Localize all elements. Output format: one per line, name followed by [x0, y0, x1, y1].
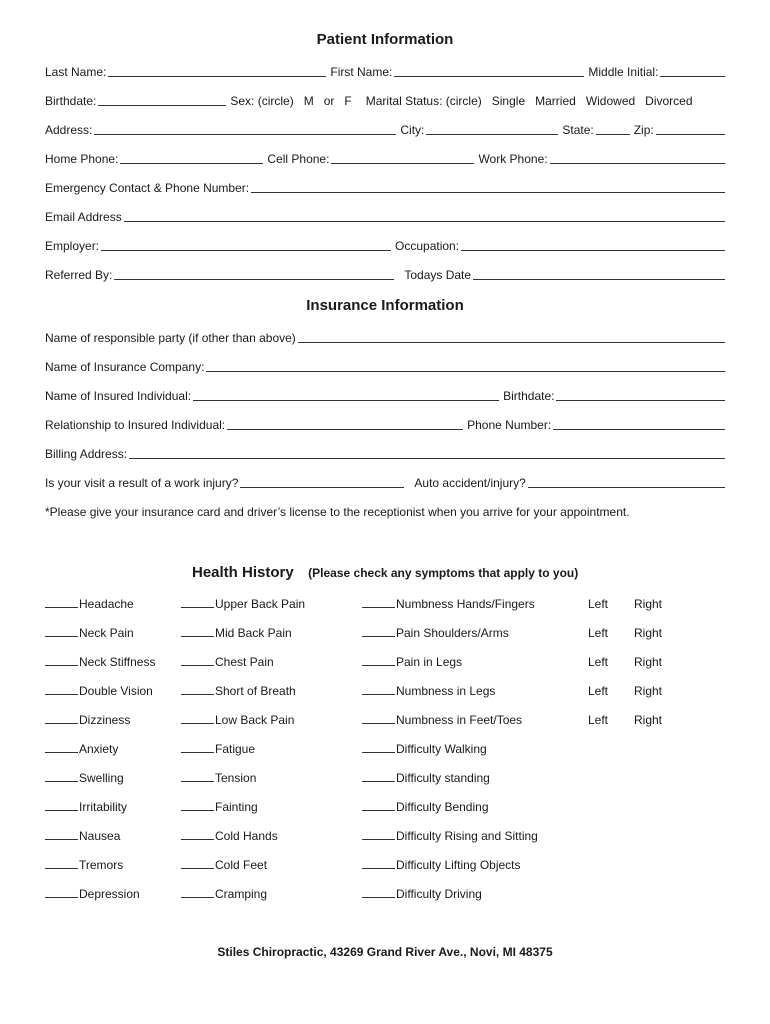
symptom-label: Pain Shoulders/Arms — [396, 626, 509, 640]
side-option-right[interactable]: Right — [634, 597, 663, 611]
symptom-label: Upper Back Pain — [215, 597, 306, 611]
symptom-cold-hands — [181, 829, 278, 843]
symptom-check-blank[interactable] — [362, 655, 395, 666]
symptom-label: Depression — [79, 887, 140, 901]
symptom-check-blank[interactable] — [362, 684, 395, 695]
symptom-cramping — [181, 887, 267, 901]
symptom-difficulty-bending — [362, 800, 489, 814]
symptom-check-blank[interactable] — [362, 771, 395, 782]
home-phone-label: Home Phone: — [45, 152, 119, 166]
employer-label: Employer: — [45, 239, 100, 253]
insurance-information-heading: Insurance Information — [306, 297, 464, 314]
symptom-check-blank[interactable] — [362, 626, 395, 637]
marital-option-divorced[interactable]: Divorced — [645, 94, 693, 108]
address-label: Address: — [45, 123, 93, 137]
billing-address-label: Billing Address: — [45, 447, 128, 461]
symptom-neck-stiffness — [45, 655, 155, 669]
side-option-right[interactable]: Right — [634, 684, 663, 698]
symptom-label: Cold Hands — [215, 829, 278, 843]
relationship-label: Relationship to Insured Individual: — [45, 418, 226, 432]
todays-date-label: Todays Date — [404, 268, 472, 282]
email-field[interactable] — [124, 210, 725, 222]
cell-phone-field[interactable] — [331, 152, 474, 164]
symptom-numbness-hands-fingers — [362, 597, 535, 611]
last-name-field[interactable] — [108, 65, 326, 77]
responsible-party-label: Name of responsible party (if other than above) — [45, 331, 296, 345]
work-injury-label: Is your visit a result of a work injury? — [45, 476, 239, 490]
first-name-label: First Name: — [330, 65, 393, 79]
symptom-cold-feet — [181, 858, 267, 872]
clinic-address-footer: Stiles Chiropractic, 43269 Grand River Ave., Novi, MI 48375 — [217, 945, 553, 959]
symptom-difficulty-standing — [362, 771, 490, 785]
symptom-check-blank[interactable] — [45, 887, 78, 898]
symptom-difficulty-driving — [362, 887, 482, 901]
symptom-label: Difficulty standing — [396, 771, 490, 785]
cell-phone-label: Cell Phone: — [267, 152, 330, 166]
city-field[interactable] — [426, 123, 558, 135]
zip-label: Zip: — [633, 123, 654, 137]
symptom-check-blank[interactable] — [45, 713, 78, 724]
insured-birthdate-field[interactable] — [556, 389, 725, 401]
phone-row — [45, 150, 725, 166]
symptom-label: Difficulty Lifting Objects — [396, 858, 521, 872]
symptom-label: Fatigue — [215, 742, 256, 756]
symptom-label: Anxiety — [79, 742, 119, 756]
symptom-check-blank[interactable] — [45, 626, 78, 637]
employer-field[interactable] — [101, 239, 391, 251]
symptom-label: Numbness in Legs — [396, 684, 496, 698]
symptom-label: Pain in Legs — [396, 655, 463, 669]
symptom-label: Neck Stiffness — [79, 655, 156, 669]
symptom-label: Tension — [215, 771, 257, 785]
symptom-mid-back-pain — [181, 626, 292, 640]
insurance-company-row — [45, 358, 725, 374]
last-name-label: Last Name: — [45, 65, 107, 79]
symptom-check-blank[interactable] — [362, 713, 395, 724]
symptom-label: Neck Pain — [79, 626, 134, 640]
first-name-field[interactable] — [394, 65, 584, 77]
symptom-check-blank[interactable] — [45, 800, 78, 811]
state-label: State: — [562, 123, 594, 137]
symptom-swelling — [45, 771, 124, 785]
symptom-label: Difficulty Walking — [396, 742, 487, 756]
marital-option-married[interactable]: Married — [535, 94, 576, 108]
emergency-contact-field[interactable] — [251, 181, 725, 193]
symptom-label: Chest Pain — [215, 655, 274, 669]
work-phone-field[interactable] — [550, 152, 725, 164]
health-history-title: Health History — [192, 564, 294, 581]
symptom-label: Cold Feet — [215, 858, 268, 872]
symptom-label: Difficulty Driving — [396, 887, 482, 901]
symptom-dizziness — [45, 713, 130, 727]
birthdate-label: Birthdate: — [45, 94, 97, 108]
insured-birthdate-label: Birthdate: — [503, 389, 555, 403]
relationship-field[interactable] — [227, 418, 463, 430]
responsible-party-field[interactable] — [298, 331, 725, 343]
symptom-double-vision — [45, 684, 153, 698]
birth-sex-marital-row — [45, 92, 725, 108]
insured-individual-label: Name of Insured Individual: — [45, 389, 192, 403]
symptom-check-blank[interactable] — [362, 858, 395, 869]
symptom-label: Tremors — [79, 858, 124, 872]
birthdate-field[interactable] — [98, 94, 226, 106]
referral-row — [45, 266, 725, 282]
sex-option-f[interactable]: F — [344, 94, 352, 108]
emergency-row — [45, 179, 725, 195]
symptom-check-blank[interactable] — [181, 829, 214, 840]
symptom-check-blank[interactable] — [181, 684, 214, 695]
responsible-party-row — [45, 329, 725, 345]
symptom-label: Nausea — [79, 829, 121, 843]
side-option-left[interactable]: Left — [588, 626, 609, 640]
symptom-nausea — [45, 829, 120, 843]
home-phone-field[interactable] — [120, 152, 263, 164]
symptom-check-blank[interactable] — [45, 684, 78, 695]
symptom-low-back-pain — [181, 713, 294, 727]
work-phone-label: Work Phone: — [478, 152, 548, 166]
symptom-check-blank[interactable] — [181, 800, 214, 811]
side-option-left[interactable]: Left — [588, 597, 609, 611]
symptom-check-blank[interactable] — [181, 597, 214, 608]
side-option-right[interactable]: Right — [634, 655, 663, 669]
state-field[interactable] — [596, 123, 630, 135]
marital-option-single[interactable]: Single — [491, 94, 526, 108]
symptom-check-blank[interactable] — [362, 800, 395, 811]
symptom-check-blank[interactable] — [181, 655, 214, 666]
symptom-fatigue — [181, 742, 255, 756]
symptom-check-blank[interactable] — [181, 858, 214, 869]
symptom-neck-pain — [45, 626, 134, 640]
patient-information-heading: Patient Information — [316, 31, 454, 48]
occupation-field[interactable] — [461, 239, 725, 251]
symptom-label: Dizziness — [79, 713, 131, 727]
symptom-check-blank[interactable] — [181, 742, 214, 753]
symptom-label: Difficulty Bending — [396, 800, 489, 814]
injury-row — [45, 474, 725, 490]
side-option-left[interactable]: Left — [588, 655, 609, 669]
symptom-label: Mid Back Pain — [215, 626, 292, 640]
sex-or-text: or — [323, 94, 335, 108]
symptom-short-of-breath — [181, 684, 296, 698]
emergency-contact-label: Emergency Contact & Phone Number: — [45, 181, 250, 195]
insurance-card-note: *Please give your insurance card and driver’s license to the receptionist when you arrive for your appointment. — [45, 505, 630, 519]
symptom-anxiety — [45, 742, 118, 756]
health-history-subtitle: (Please check any symptoms that apply to you) — [308, 566, 579, 580]
todays-date-field[interactable] — [473, 268, 725, 280]
address-row — [45, 121, 725, 137]
symptom-check-blank[interactable] — [362, 742, 395, 753]
relationship-row — [45, 416, 725, 432]
side-option-left[interactable]: Left — [588, 684, 609, 698]
zip-field[interactable] — [656, 123, 725, 135]
symptom-depression — [45, 887, 140, 901]
middle-initial-field[interactable] — [660, 65, 725, 77]
symptom-pain-in-legs — [362, 655, 462, 669]
symptom-check-blank[interactable] — [45, 597, 78, 608]
sex-option-m[interactable]: M — [303, 94, 314, 108]
symptom-check-blank[interactable] — [181, 771, 214, 782]
symptom-label: Swelling — [79, 771, 124, 785]
symptom-check-blank[interactable] — [45, 829, 78, 840]
sex-label: Sex: (circle) — [230, 94, 294, 108]
symptom-label: Cramping — [215, 887, 268, 901]
insurance-company-label: Name of Insurance Company: — [45, 360, 205, 374]
symptom-tension — [181, 771, 256, 785]
side-option-left[interactable]: Left — [588, 713, 609, 727]
symptom-check-blank[interactable] — [362, 597, 395, 608]
symptom-irritability — [45, 800, 127, 814]
symptom-label: Low Back Pain — [215, 713, 295, 727]
symptom-check-blank[interactable] — [362, 887, 395, 898]
insurance-phone-label: Phone Number: — [467, 418, 552, 432]
insurance-phone-field[interactable] — [553, 418, 725, 430]
symptom-chest-pain — [181, 655, 274, 669]
city-label: City: — [400, 123, 425, 137]
symptom-pain-shoulders-arms — [362, 626, 509, 640]
referred-by-label: Referred By: — [45, 268, 113, 282]
symptom-label: Irritability — [79, 800, 128, 814]
symptom-upper-back-pain — [181, 597, 305, 611]
marital-status-label: Marital Status: (circle) — [365, 94, 482, 108]
symptom-label: Fainting — [215, 800, 258, 814]
symptom-check-blank[interactable] — [181, 713, 214, 724]
symptom-check-blank[interactable] — [45, 771, 78, 782]
symptom-difficulty-walking — [362, 742, 487, 756]
auto-accident-label: Auto accident/injury? — [414, 476, 526, 490]
marital-option-widowed[interactable]: Widowed — [585, 94, 636, 108]
symptom-label: Short of Breath — [215, 684, 296, 698]
email-row — [45, 208, 725, 224]
health-history-heading — [192, 564, 578, 582]
symptom-label: Numbness Hands/Fingers — [396, 597, 535, 611]
symptom-fainting — [181, 800, 258, 814]
occupation-label: Occupation: — [395, 239, 460, 253]
symptom-headache — [45, 597, 134, 611]
symptom-check-blank[interactable] — [45, 742, 78, 753]
symptom-difficulty-lifting-objects — [362, 858, 521, 872]
middle-initial-label: Middle Initial: — [588, 65, 659, 79]
auto-accident-field[interactable] — [528, 476, 725, 488]
work-injury-field[interactable] — [240, 476, 404, 488]
symptom-label: Difficulty Rising and Sitting — [396, 829, 538, 843]
symptom-check-blank[interactable] — [181, 887, 214, 898]
symptom-label: Headache — [79, 597, 134, 611]
referred-by-field[interactable] — [114, 268, 394, 280]
side-option-right[interactable]: Right — [634, 713, 663, 727]
symptom-numbness-in-legs — [362, 684, 495, 698]
insured-individual-field[interactable] — [193, 389, 499, 401]
name-row — [45, 63, 725, 79]
symptom-difficulty-rising-and-sitting — [362, 829, 538, 843]
symptom-numbness-in-feet-toes — [362, 713, 522, 727]
billing-address-row — [45, 445, 725, 461]
insured-individual-row — [45, 387, 725, 403]
address-field[interactable] — [94, 123, 396, 135]
symptom-check-blank[interactable] — [181, 626, 214, 637]
symptom-label: Numbness in Feet/Toes — [396, 713, 523, 727]
billing-address-field[interactable] — [129, 447, 725, 459]
symptom-check-blank[interactable] — [45, 858, 78, 869]
employment-row — [45, 237, 725, 253]
symptom-check-blank[interactable] — [45, 655, 78, 666]
symptom-label: Double Vision — [79, 684, 153, 698]
symptom-check-blank[interactable] — [362, 829, 395, 840]
email-label: Email Address — [45, 210, 122, 224]
symptom-tremors — [45, 858, 123, 872]
side-option-right[interactable]: Right — [634, 626, 663, 640]
insurance-company-field[interactable] — [206, 360, 725, 372]
